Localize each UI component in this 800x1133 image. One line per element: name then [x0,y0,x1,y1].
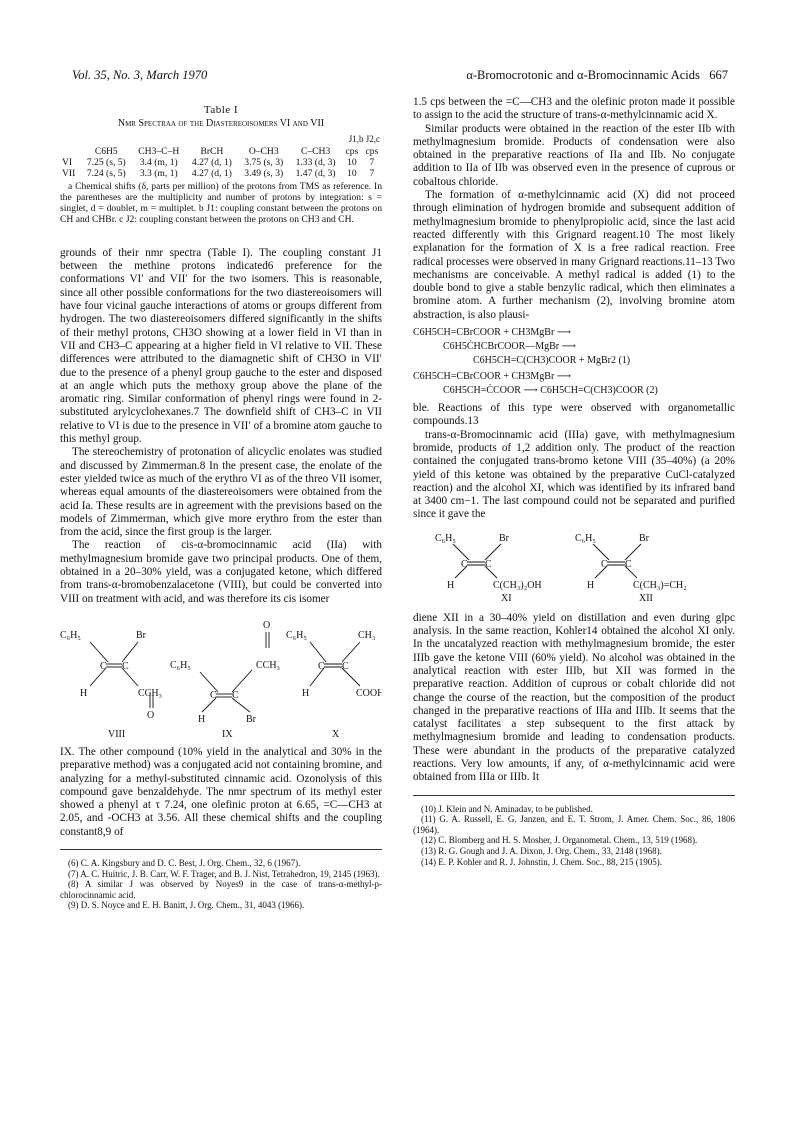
table-cell: 3.49 (s, 3) [244,167,284,179]
svg-text:C(CH₃)₂OH: C(CH₃)₂OH [493,579,542,591]
table-cell: 3.4 (m, 1) [139,156,178,168]
svg-text:C: C [232,689,239,701]
svg-text:O: O [147,709,155,721]
table-cell: 3.75 (s, 3) [244,156,284,168]
table-col-header: cps [365,145,379,157]
table-row [60,157,382,168]
svg-text:C₆H₅: C₆H₅ [60,629,81,641]
svg-text:C: C [100,660,107,672]
paragraph: The stereochemistry of protonation of alicyclic enolates was studied and discussed by Zimmerman.8 In the present case, the enolate of the ester yielded twice as much of the erythro VI as of the threo VII isomer, whereas equal amounts of the diastereoisomers were obtained from the acid Ia. These results are in agreement with the previsions based on the models of Zimmerman, which give more erythro from the ester than from the acid, since the first group is the larger. [60,446,382,539]
table-cell: 10 [347,156,357,168]
paragraph: Similar products were obtained in the reaction of the ester IIb with methylmagnesium bromide. Products of condensation were also obtained in the preparative reactions of IIa and IIb. No conjugate addition to IIa of IIb was observed even in the presence of cuprous or cobaltous chloride. [413,122,735,188]
table-col-header: C6H5 [94,145,118,157]
table-row [60,168,382,179]
running-header-left: Vol. 35, No. 3, March 1970 [72,68,208,82]
left-column [60,96,382,911]
structure-label-ix: IX [222,728,233,740]
paragraph: The formation of α-methylcinnamic acid (X) did not proceed through elimination of hydrogen bromide and subsequent addition of methylmagnesium bromide to phenylpropiolic acid, since the last acid reacted differently with this Grignard reagent.10 The most likely explanation for the formation of X is a free radical reaction. Free radical processes were observed in many Grignard reactions.11–13 Two mechanisms are conceivable. A methyl radical is added (1) to the double bond to give a stable benzylic radical, which then eliminates a bromine atom. A further mechanism (2), involving bromine atom abstraction, is also plausi- [413,189,735,321]
running-title: α-Bromocrotonic and α-Bromocinnamic Acids [466,68,700,82]
structure-label-viii: VIII [108,728,126,740]
table-col-header: BrCH [200,145,224,157]
right-column [413,96,735,867]
table-cell: 7.24 (s, 5) [86,167,126,179]
footnote-rule [60,849,382,850]
reference: (7) A. C. Huitric, J. B. Carr, W. F. Trager, and B. J. Nist, Tetrahedron, 19, 2145 (1963). [68,868,380,879]
paragraph: grounds of their nmr spectra (Table I). The coupling constant J1 between the methine protons indicated6 preference for the conformations VI′ and VII′ for the two isomers. This is reasonable, since all other possible conformations for the two diastereoisomers will have four vicinal gauche interactions of atoms or groups different from hydrogen. The two diastereoisomers differed significantly in the shifts of their methyl protons, CH3O showing at a lower field in VI than in VII and CH3–C appearing at a higher field in VI relative to VII. These differences were attributed to the diamagnetic shift of CH3O in VII′ due to the presence of a phenyl group gauche to the ester and disposed at an angle which puts the methoxy group above the plane of the aromatic ring. Similar conformation of phenyl rings were found in 2-substituted arylcyclohexanes.7 The downfield shift of CH3–C in VII relative to VI is due to the presence in VII′ of a bromine atom gauche to this methyl group. [60,246,382,446]
svg-text:O: O [263,619,271,631]
footnote-rule [413,795,735,796]
nmr-table [60,146,382,179]
svg-text:C: C [625,558,632,570]
paragraph: The reaction of cis-α-bromocinnamic acid (IIa) with methylmagnesium bromide gave two principal products. One of them, obtained in a 20–30% yield, was a conjugated ketone, which differed from trans-α-bromobenzalacetone (VIII), but could be converted into VIII on treatment with acid, and was therefore its cis isomer [60,539,382,605]
svg-text:Br: Br [499,532,509,544]
reference: (8) A similar J was observed by Noyes9 in the case of trans-α-methyl-p-chlorocinnamic acid. [60,879,382,900]
table-cell: 3.3 (m, 1) [139,167,178,179]
chemical-structures-figure-2 [413,530,735,596]
svg-text:C₆H₅: C₆H₅ [286,629,307,641]
svg-text:C(CH₃)=CH₂: C(CH₃)=CH₂ [633,579,687,591]
table-header-row [60,146,382,157]
footnotes-right [413,804,735,868]
svg-text:C₆H₅: C₆H₅ [435,532,456,544]
svg-text:C: C [122,660,129,672]
svg-text:CCH₃: CCH₃ [138,687,163,699]
svg-text:C₆H₅: C₆H₅ [575,532,596,544]
svg-text:Br: Br [246,713,256,725]
svg-text:C: C [485,558,492,570]
table-j-header: J1,b J2,c [348,133,380,144]
table-cell: 7 [369,156,375,168]
svg-text:H: H [302,687,310,699]
scheme-line: C6H5CH=CBrCOOR + CH3MgBr ⟶ [413,327,572,339]
reference: (11) G. A. Russell, E. G. Janzen, and E. T. Strom, J. Amer. Chem. Soc., 86, 1806 (1964). [413,814,735,835]
table-cell: 7 [369,167,375,179]
svg-text:H: H [587,579,595,591]
page-number: 667 [709,68,728,82]
svg-text:CCH₃: CCH₃ [256,659,281,671]
table-title: Table I [203,104,239,116]
reference: (12) C. Blomberg and H. S. Mosher, J. Organometal. Chem., 13, 519 (1968). [421,835,698,846]
structure-label-xii: XII [639,592,653,604]
scheme-line: C6H5CH=CBrCOOR + CH3MgBr ⟶ [413,371,572,383]
table-cell: VI [62,156,73,168]
svg-text:C: C [461,558,468,570]
svg-text:H: H [447,579,455,591]
paragraph: trans-α-Bromocinnamic acid (IIIa) gave, with methylmagnesium bromide, products of 1,2 addition only. The product of the reaction contained the conjugated trans-bromo ketone VIII (35–40%) (a 20% yield of this ketone was obtained by the preparative CuCl-catalyzed reaction) and the alcohol XI, which was identified by its infrared band at 3400 cm−1. The last compound could not be separated and purified since it gave the [413,428,735,521]
scheme-line: C6H5CH=ĊCOOR ⟶ C6H5CH=C(CH3)COOR (2) [443,385,658,397]
svg-text:C₆H₅: C₆H₅ [170,659,191,671]
reference: (9) D. S. Noyce and E. H. Banitt, J. Org. Chem., 31, 4043 (1966). [68,900,305,911]
reference: (13) R. G. Gough and J. A. Dixon, J. Org. Chem., 33, 2148 (1968). [421,845,662,856]
reaction-scheme [413,326,735,400]
structures-viii-ix-x [60,612,382,742]
paragraph: 1.5 cps between the =C—CH3 and the olefinic proton made it possible to assign to the acid the structure of trans-α-methylcinnamic acid X. [413,96,735,122]
table-cell: 7.25 (s, 5) [86,156,126,168]
svg-text:H: H [198,713,206,725]
table-footnote: a Chemical shifts (δ, parts per million) of the protons from TMS as reference. In the parentheses are the multiplicity and number of protons by integration: s = singlet, d = doublet, m = multiplet. b J1: coupling constant between the protons on CH and CHBr. c J2: coupling constant between the protons on CH3 and CH. [60,180,382,225]
table-cell: 1.47 (d, 3) [295,167,336,179]
chemical-structures-figure [60,612,382,742]
svg-text:Br: Br [639,532,649,544]
footnotes-left [60,858,382,911]
structures-xi-xii [413,530,735,604]
table-col-header: O–CH3 [248,145,279,157]
svg-text:COOH: COOH [356,687,382,699]
scheme-line: C6H5CH=C(CH3)COOR + MgBr2 (1) [473,355,631,367]
svg-text:C: C [210,689,217,701]
scheme-line: C6H5ĊHCBrCOOR—MgBr ⟶ [443,341,576,353]
svg-text:C: C [601,558,608,570]
table-col-header: C–CH3 [300,145,331,157]
table-cell: 4.27 (d, 1) [191,156,232,168]
paragraph: IX. The other compound (10% yield in the analytical and 30% in the preparative method) was a conjugated acid not containing bromine, and analyzing for a methyl-substituted cinnamic acid. Ozonolysis of this compound gave benzaldehyde. The nmr spectrum of its methyl ester showed a phenyl at τ 7.24, one olefinic proton at 6.65, =C—CH3 at 2.05, and -OCH3 at 3.56. All these chemical shifts and the coupling constant8,9 of [60,745,382,838]
svg-text:H: H [80,687,88,699]
table-cell: 4.27 (d, 1) [191,167,232,179]
table-cell: VII [62,167,76,179]
running-header-right [466,68,728,83]
svg-text:C: C [342,660,349,672]
reference: (6) C. A. Kingsbury and D. C. Best, J. Org. Chem., 32, 6 (1967). [68,857,301,868]
table-cell: 1.33 (d, 3) [295,156,336,168]
svg-text:Br: Br [136,629,146,641]
paragraph: ble. Reactions of this type were observed with organometallic compounds.13 [413,402,735,428]
table-col-header: cps [345,145,359,157]
reference: (10) J. Klein and N. Aminadav, to be published. [421,803,593,814]
paragraph: diene XII in a 30–40% yield on distillation and even during glpc analysis. In the same reaction, Kohler14 obtained the alcohol XI only. In the uncatalyzed reaction with methylmagnesium bromide, the ester IIIb gave the ketone VIII (60% yield). No alcohol was obtained in the analytical reaction with ester IIIb, but XII was formed in the preparative reaction. Addition of cuprous or cobalt chloride did not change the course of the reaction, but the composition of the product changed in the preparative reactions of IIIa and IIIb. It seems that the catalyst facilitates a step subsequent to the first attack by methylmagnesium bromide and leading to condensation products. These were abundant in the products of the preparative catalyzed reactions. Very low amounts, if any, of α-methylcinnamic acid were obtained from IIIa or IIIb. It [413,611,735,784]
table-subtitle: Nmr Spectraa of the Diastereoisomers VI and VII [117,118,325,130]
table-col-header: CH3–C–H [138,145,180,157]
svg-text:C: C [318,660,325,672]
svg-text:CH₃: CH₃ [358,629,376,641]
reference: (14) E. P. Kohler and R. J. Johnstin, J. Chem. Soc., 88, 215 (1905). [421,856,662,867]
structure-label-x: X [332,728,340,740]
structure-label-xi: XI [501,592,512,604]
table-cell: 10 [347,167,357,179]
